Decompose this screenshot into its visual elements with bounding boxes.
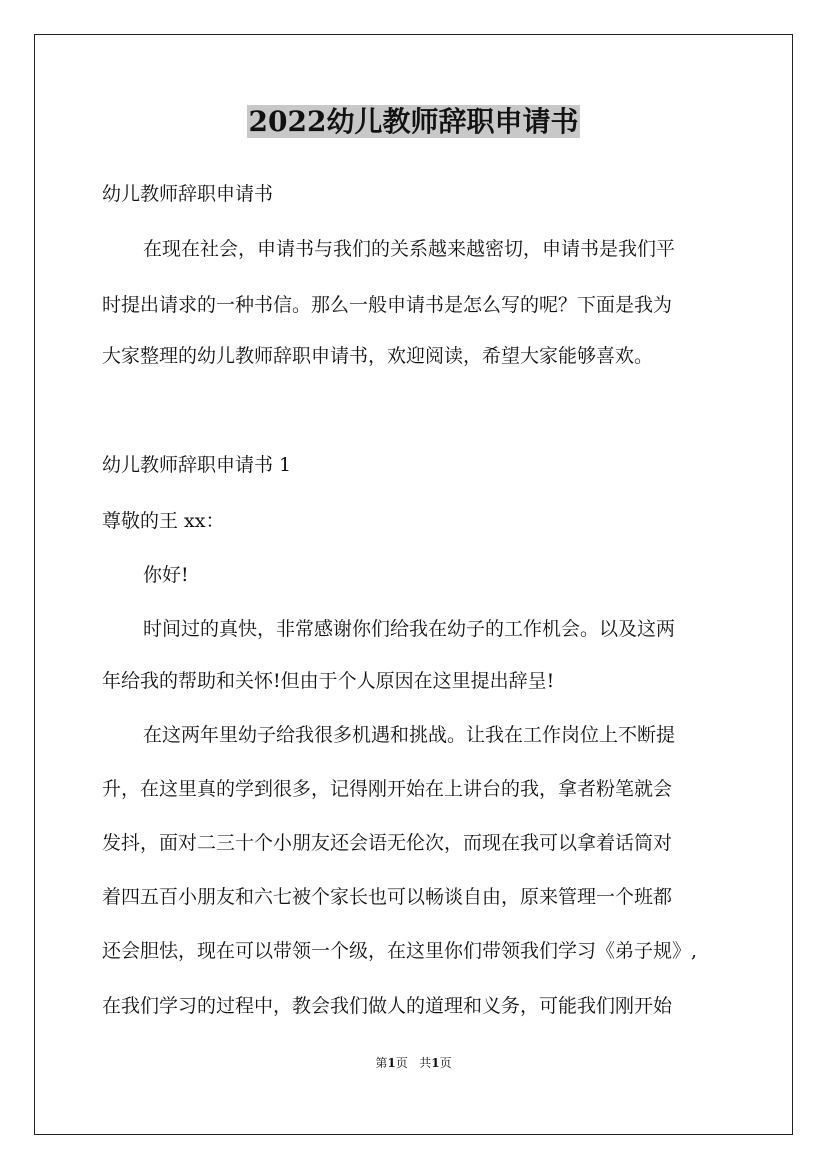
body-line-5: 发抖，面对二三十个小朋友还会语无伦次，而现在我可以拿着话筒对: [102, 832, 673, 854]
body-line-3: 在这两年里幼子给我很多机遇和挑战。让我在工作岗位上不断提: [143, 724, 676, 746]
intro-line-3: 大家整理的幼儿教师辞职申请书，欢迎阅读，希望大家能够喜欢。: [102, 345, 654, 367]
body-line-7: 还会胆怯，现在可以带领一个级，在这里你们带领我们学习《弟子规》,: [102, 940, 698, 962]
salutation: 尊敬的王 xx：: [102, 510, 225, 532]
document-title-text: 2022幼儿教师辞职申请书: [248, 105, 579, 138]
body-line-8: 在我们学习的过程中，教会我们做人的道理和义务，可能我们刚开始: [102, 995, 673, 1017]
footer-total-suffix: 页: [439, 1056, 452, 1070]
page-footer: [0, 1055, 827, 1071]
body-line-4: 升，在这里真的学到很多，记得刚开始在上讲台的我，拿者粉笔就会: [102, 778, 673, 800]
body-line-1: 时间过的真快，非常感谢你们给我在幼子的工作机会。以及这两: [143, 618, 676, 640]
body-line-2: 年给我的帮助和关怀!但由于个人原因在这里提出辞呈!: [102, 670, 555, 692]
body-line-6: 着四五百小朋友和六七被个家长也可以畅谈自由，原来管理一个班都: [102, 886, 673, 908]
footer-total-number: 1: [431, 1056, 440, 1070]
greeting: 你好!: [143, 564, 189, 586]
intro-line-1: 在现在社会，申请书与我们的关系越来越密切，申请书是我们平: [143, 238, 676, 260]
footer-page-number: 1: [387, 1056, 396, 1070]
footer-page-prefix: 第: [375, 1056, 388, 1070]
footer-total-prefix: 共: [419, 1056, 432, 1070]
section-heading: 幼儿教师辞职申请书 1: [102, 454, 292, 476]
intro-line-2: 时提出请求的一种书信。那么一般申请书是怎么写的呢？下面是我为: [102, 294, 673, 316]
footer-page-suffix: 页: [395, 1056, 408, 1070]
document-title: [0, 100, 827, 144]
subtitle-line: 幼儿教师辞职申请书: [102, 183, 274, 205]
